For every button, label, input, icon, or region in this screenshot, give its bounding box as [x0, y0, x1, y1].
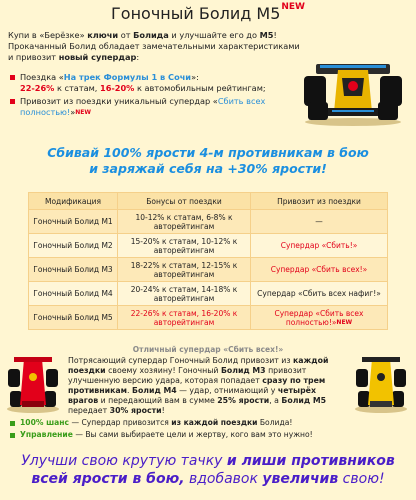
list-item: Привозит из поездки уникальный супердар «Сбить всех полностью!»$^{NEW}$: [10, 96, 310, 118]
new-badge: NEW: [75, 109, 91, 116]
column-header: Привозит из поездки: [251, 193, 388, 210]
race-car-icon: [352, 355, 410, 415]
race-car-icon: [4, 355, 62, 415]
feature-list: [10, 72, 310, 120]
table-row: Гоночный Болид М2 15-20% к статам, 10-12% к авторейтингам Супердар «Сбить!»: [29, 234, 388, 258]
image-caption: Отличный супердар «Сбить всех!»: [132, 345, 284, 354]
column-header: Модификация: [29, 193, 118, 210]
column-header: Бонусы от поездки: [118, 193, 251, 210]
footer-slogan: Улучши свою крутую тачку и лиши противников всей ярости в бою, вдобавок увеличив свою!: [21, 453, 395, 487]
table-header-row: [29, 193, 388, 210]
table-row: Гоночный Болид М1 10-12% к статам, 6-8% к авторейтингам —: [29, 210, 388, 234]
list-item: Управление — Вы сами выбираете цели и жертву, кого вам это нужно!: [10, 430, 410, 440]
modifications-table: [28, 192, 388, 330]
table-row: Гоночный Болид М5 22-26% к статам, 16-20% к авторейтингам Супердар «Сбить всех полностью!»$^{NEW}$: [29, 306, 388, 330]
table-row: Гоночный Болид М3 18-22% к статам, 12-15% к авторейтингам Супердар «Сбить всех!»: [29, 258, 388, 282]
page-title: Гоночный Болид $М5^{NEW}$: [111, 2, 305, 23]
table-row: Гоночный Болид М4 20-24% к статам, 14-18% к авторейтингам Супердар «Сбить всех нафиг!»: [29, 282, 388, 306]
description: Потрясающий супердар Гоночный Болид привозит из каждой поездки своему хозяину! Гоночный Болид М3 привозит улучшенную версию удара, которая попадает сразу по трем противникам. Болид М4 — удар, отнимающий у четырёх врагов и передающий вам в сумме 25% ярости, а Болид М5 передает 30% ярости!: [68, 356, 329, 415]
new-badge: NEW: [281, 2, 305, 12]
headline: Сбивай 100% ярости 4-м противникам в бою и заряжай себя на +30% ярости!: [47, 145, 369, 176]
new-badge: NEW: [336, 318, 353, 326]
list-item: 100% шанс — Супердар привозится из каждой поездки Болида!: [10, 418, 410, 428]
intro-text: Купи в «Берёзке» ключи от Болида и улучшайте его до М5! Прокачанный Болид обладает замечательными характеристиками и привозит новый супердар:: [8, 30, 300, 62]
advantages-list: [10, 418, 410, 442]
list-item: Поездка «На трек Формулы 1 в Сочи»: 22-26% к статам, 16-20% к автомобильным рейтингам;: [10, 72, 310, 94]
race-car-icon: [298, 56, 408, 128]
